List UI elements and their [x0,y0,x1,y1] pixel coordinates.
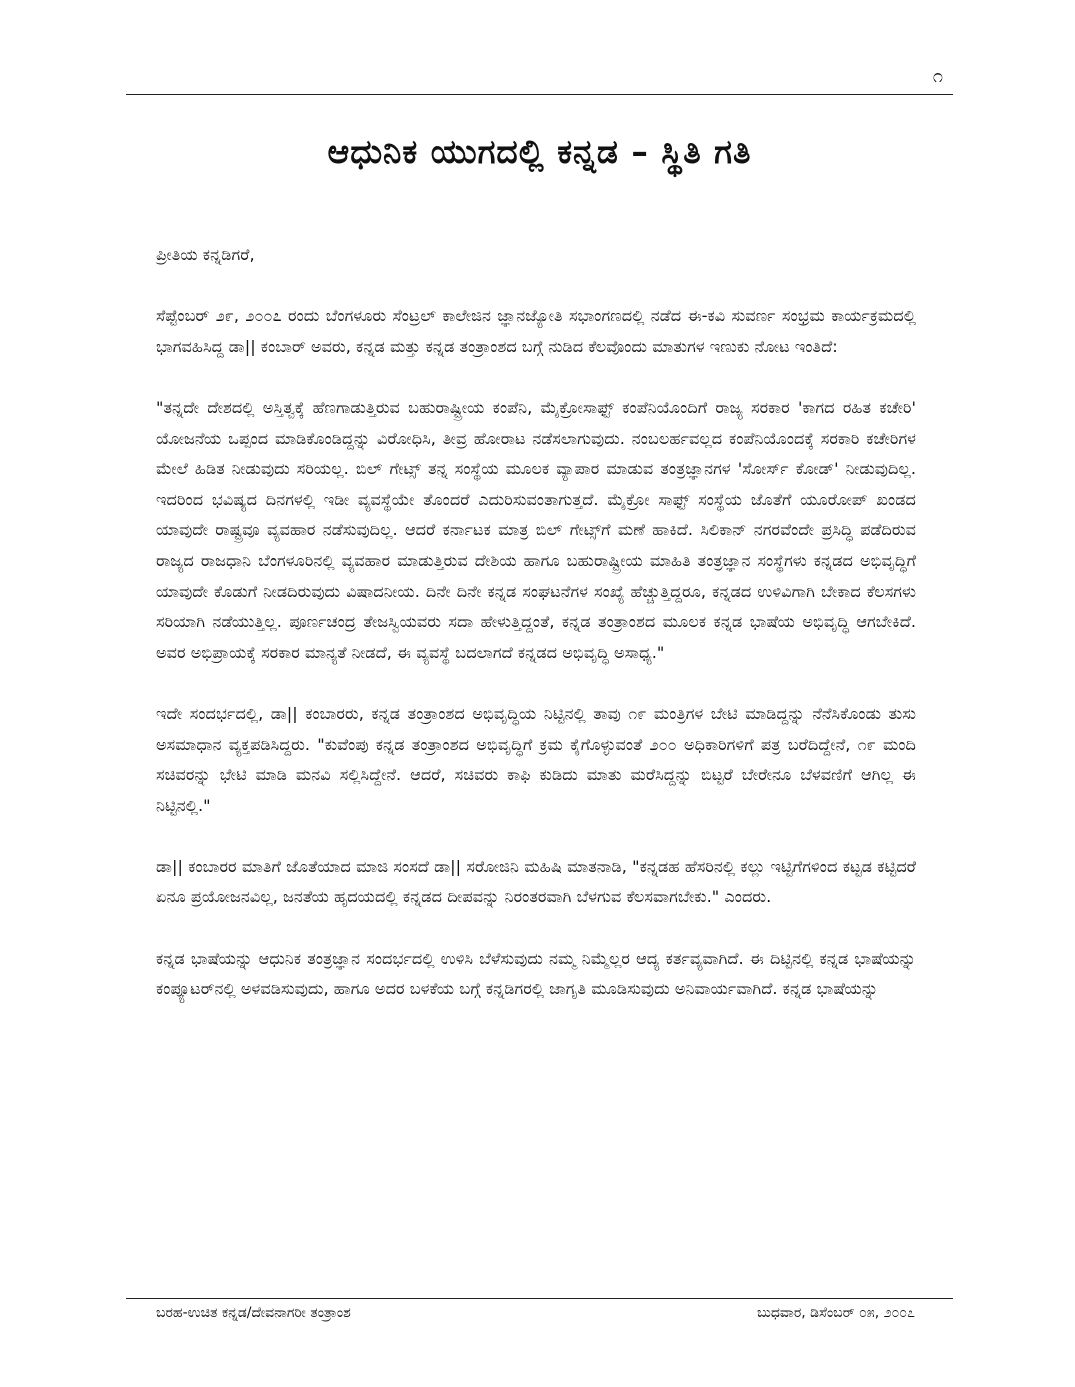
paragraph-quote: "ತನ್ನದೇ ದೇಶದಲ್ಲಿ ಅಸ್ತಿತ್ವಕ್ಕೆ ಹೆಣಗಾಡುತ್ತಿರುವ ಬಹುರಾಷ್ಟ್ರೀಯ ಕಂಪೆನಿ, ಮೈಕ್ರೋಸಾಫ್ಟ್ ಕಂಪೆನಿಯೊಂದಿಗೆ ರಾಜ್ಯ ಸರಕಾರ 'ಕಾಗದ ರಹಿತ ಕಚೇರಿ' ಯೋಜನೆಯ ಒಪ್ಪಂದ ಮಾಡಿಕೊಂಡಿದ್ದನ್ನು ವಿರೋಧಿಸಿ, ತೀವ್ರ ಹೋರಾಟ ನಡೆಸಲಾಗುವುದು. ನಂಬಲರ್ಹವಲ್ಲದ ಕಂಪೆನಿಯೊಂದಕ್ಕೆ ಸರಕಾರಿ ಕಚೇರಿಗಳ ಮೇಲೆ ಹಿಡಿತ ನೀಡುವುದು ಸರಿಯಲ್ಲ. ಬಿಲ್ ಗೇಟ್ಸ್ ತನ್ನ ಸಂಸ್ಥೆಯ ಮೂಲಕ ವ್ಯಾಪಾರ ಮಾಡುವ ತಂತ್ರಜ್ಞಾನಗಳ 'ಸೋರ್ಸ್ ಕೋಡ್' ನೀಡುವುದಿಲ್ಲ. ಇದರಿಂದ ಭವಿಷ್ಯದ ದಿನಗಳಲ್ಲಿ ಇಡೀ ವ್ಯವಸ್ಥೆಯೇ ತೊಂದರೆ ಎದುರಿಸುವಂತಾಗುತ್ತದೆ. ಮೈಕ್ರೋ ಸಾಫ್ಟ್ ಸಂಸ್ಥೆಯ ಜೊತೆಗೆ ಯೂರೋಪ್ ಖಂಡದ ಯಾವುದೇ ರಾಷ್ಟ್ರವೂ ವ್ಯವಹಾರ ನಡೆಸುವುದಿಲ್ಲ. ಆದರೆ ಕರ್ನಾಟಕ ಮಾತ್ರ ಬಿಲ್ ಗೇಟ್ಸ್‌ಗೆ ಮಣೆ ಹಾಕಿದೆ. ಸಿಲಿಕಾನ್ ನಗರವೆಂದೇ ಪ್ರಸಿದ್ಧಿ ಪಡೆದಿರುವ ರಾಜ್ಯದ ರಾಜಧಾನಿ ಬೆಂಗಳೂರಿನಲ್ಲಿ ವ್ಯವಹಾರ ಮಾಡುತ್ತಿರುವ ದೇಶಿಯ ಹಾಗೂ ಬಹುರಾಷ್ಟ್ರೀಯ ಮಾಹಿತಿ ತಂತ್ರಜ್ಞಾನ ಸಂಸ್ಥೆಗಳು ಕನ್ನಡದ ಅಭಿವೃದ್ಧಿಗೆ ಯಾವುದೇ ಕೊಡುಗೆ ನೀಡದಿರುವುದು ವಿಷಾದನೀಯ. ದಿನೇ ದಿನೇ ಕನ್ನಡ ಸಂಘಟನೆಗಳ ಸಂಖ್ಯೆ ಹೆಚ್ಚುತ್ತಿದ್ದರೂ, ಕನ್ನಡದ ಉಳಿವಿಗಾಗಿ ಬೇಕಾದ ಕೆಲಸಗಳು ಸರಿಯಾಗಿ ನಡೆಯುತ್ತಿಲ್ಲ. ಪೂರ್ಣಚಂದ್ರ ತೇಜಸ್ವಿಯವರು ಸದಾ ಹೇಳುತ್ತಿದ್ದಂತೆ, ಕನ್ನಡ ತಂತ್ರಾಂಶದ ಮೂಲಕ ಕನ್ನಡ ಭಾಷೆಯ ಅಭಿವೃದ್ಧಿ ಆಗಬೇಕಿದೆ. ಅವರ ಅಭಿಪ್ರಾಯಕ್ಕೆ ಸರಕಾರ ಮಾನ್ಯತೆ ನೀಡದೆ, ಈ ವ್ಯವಸ್ಥೆ ಬದಲಾಗದೆ ಕನ್ನಡದ ಅಭಿವೃದ್ಧಿ ಅಸಾಧ್ಯ." [156,397,916,662]
paragraph-closing: ಕನ್ನಡ ಭಾಷೆಯನ್ನು ಆಧುನಿಕ ತಂತ್ರಜ್ಞಾನ ಸಂದರ್ಭದಲ್ಲಿ ಉಳಿಸಿ ಬೆಳೆಸುವುದು ನಮ್ಮ ನಿಮ್ಮೆಲ್ಲರ ಆದ್ಯ ಕರ್ತವ್ಯವಾಗಿದೆ. ಈ ದಿಟ್ಟಿನಲ್ಲಿ ಕನ್ನಡ ಭಾಷೆಯನ್ನು ಕಂಪ್ಯೂಟರ್‌ನಲ್ಲಿ ಅಳವಡಿಸುವುದು, ಹಾಗೂ ಅದರ ಬಳಕೆಯ ಬಗ್ಗೆ ಕನ್ನಡಿಗರಲ್ಲಿ ಜಾಗೃತಿ ಮೂಡಿಸುವುದು ಅನಿವಾರ್ಯವಾಗಿದೆ. ಕನ್ನಡ ಭಾಷೆಯನ್ನು [156,948,916,999]
footer-left-text: ಬರಹ-ಉಚಿತ ಕನ್ನಡ/ದೇವನಾಗರೀ ತಂತ್ರಾಂಶ [156,1305,351,1321]
paragraph-mahishi: ಡಾ|| ಕಂಬಾರರ ಮಾತಿಗೆ ಜೊತೆಯಾದ ಮಾಜಿ ಸಂಸದೆ ಡಾ|| ಸರೋಜಿನಿ ಮಹಿಷಿ ಮಾತನಾಡಿ, "ಕನ್ನಡಹ ಹೆಸರಿನಲ್ಲಿ ಕಲ್ಲು ಇಟ್ಟಿಗೆಗಳಿಂದ ಕಟ್ಟಡ ಕಟ್ಟಿದರೆ ಏನೂ ಪ್ರಯೋಜನವಿಲ್ಲ, ಜನತೆಯ ಹೃದಯದಲ್ಲಿ ಕನ್ನಡದ ದೀಪವನ್ನು ನಿರಂತರವಾಗಿ ಬೆಳಗುವ ಕೆಲಸವಾಗಬೇಕು." ಎಂದರು. [156,856,916,907]
document-title: ಆಧುನಿಕ ಯುಗದಲ್ಲಿ ಕನ್ನಡ – ಸ್ಥಿತಿ ಗತಿ [327,132,752,171]
footer-rule [126,1298,953,1299]
page-number: ೧ [932,66,943,87]
paragraph-intro: ಸೆಪ್ಟೆಂಬರ್ ೨೯, ೨೦೦೭ ರಂದು ಬೆಂಗಳೂರು ಸೆಂಟ್ರಲ್ ಕಾಲೇಜಿನ ಜ್ಞಾನಜ್ಯೋತಿ ಸಭಾಂಗಣದಲ್ಲಿ ನಡೆದ ಈ-ಕವಿ ಸುವರ್ಣ ಸಂಭ್ರಮ ಕಾರ್ಯಕ್ರಮದಲ್ಲಿ ಭಾಗವಹಿಸಿದ್ದ ಡಾ|| ಕಂಬಾರ್ ಅವರು, ಕನ್ನಡ ಮತ್ತು ಕನ್ನಡ ತಂತ್ರಾಂಶದ ಬಗ್ಗೆ ನುಡಿದ ಕೆಲವೊಂದು ಮಾತುಗಳ ಇಣುಕು ನೋಟ ಇಂತಿದೆ: [156,306,916,356]
salutation: ಪ್ರೀತಿಯ ಕನ್ನಡಿಗರೆ, [156,245,255,264]
document-body [156,240,916,1035]
footer-date: ಬುಧವಾರ, ಡಿಸೆಂಬರ್ ೦೫, ೨೦೦೭ [756,1305,915,1321]
paragraph-context: ಇದೇ ಸಂದರ್ಭದಲ್ಲಿ, ಡಾ|| ಕಂಬಾರರು, ಕನ್ನಡ ತಂತ್ರಾಂಶದ ಅಭಿವೃದ್ಧಿಯ ನಿಟ್ಟಿನಲ್ಲಿ ತಾವು ೧೯ ಮಂತ್ರಿಗಳ ಬೇಟಿ ಮಾಡಿದ್ದನ್ನು ನೆನೆಸಿಕೊಂಡು ತುಸು ಅಸಮಾಧಾನ ವ್ಯಕ್ತಪಡಿಸಿದ್ದರು. "ಕುವೆಂಪು ಕನ್ನಡ ತಂತ್ರಾಂಶದ ಅಭಿವೃದ್ಧಿಗೆ ಕ್ರಮ ಕೈಗೊಳ್ಳುವಂತೆ ೨೦೦ ಅಧಿಕಾರಿಗಳಿಗೆ ಪತ್ರ ಬರೆದಿದ್ದೇನೆ, ೧೯ ಮಂದಿ ಸಚಿವರನ್ನು ಭೇಟಿ ಮಾಡಿ ಮನವಿ ಸಲ್ಲಿಸಿದ್ದೇನೆ. ಆದರೆ, ಸಚಿವರು ಕಾಫಿ ಕುಡಿದು ಮಾತು ಮರೆಸಿದ್ದನ್ನು ಬಿಟ್ಟರೆ ಬೇರೇನೂ ಬೆಳವಣಿಗೆ ಆಗಿಲ್ಲ ಈ ನಿಟ್ಟಿನಲ್ಲಿ." [156,703,916,815]
header-rule [126,94,953,95]
